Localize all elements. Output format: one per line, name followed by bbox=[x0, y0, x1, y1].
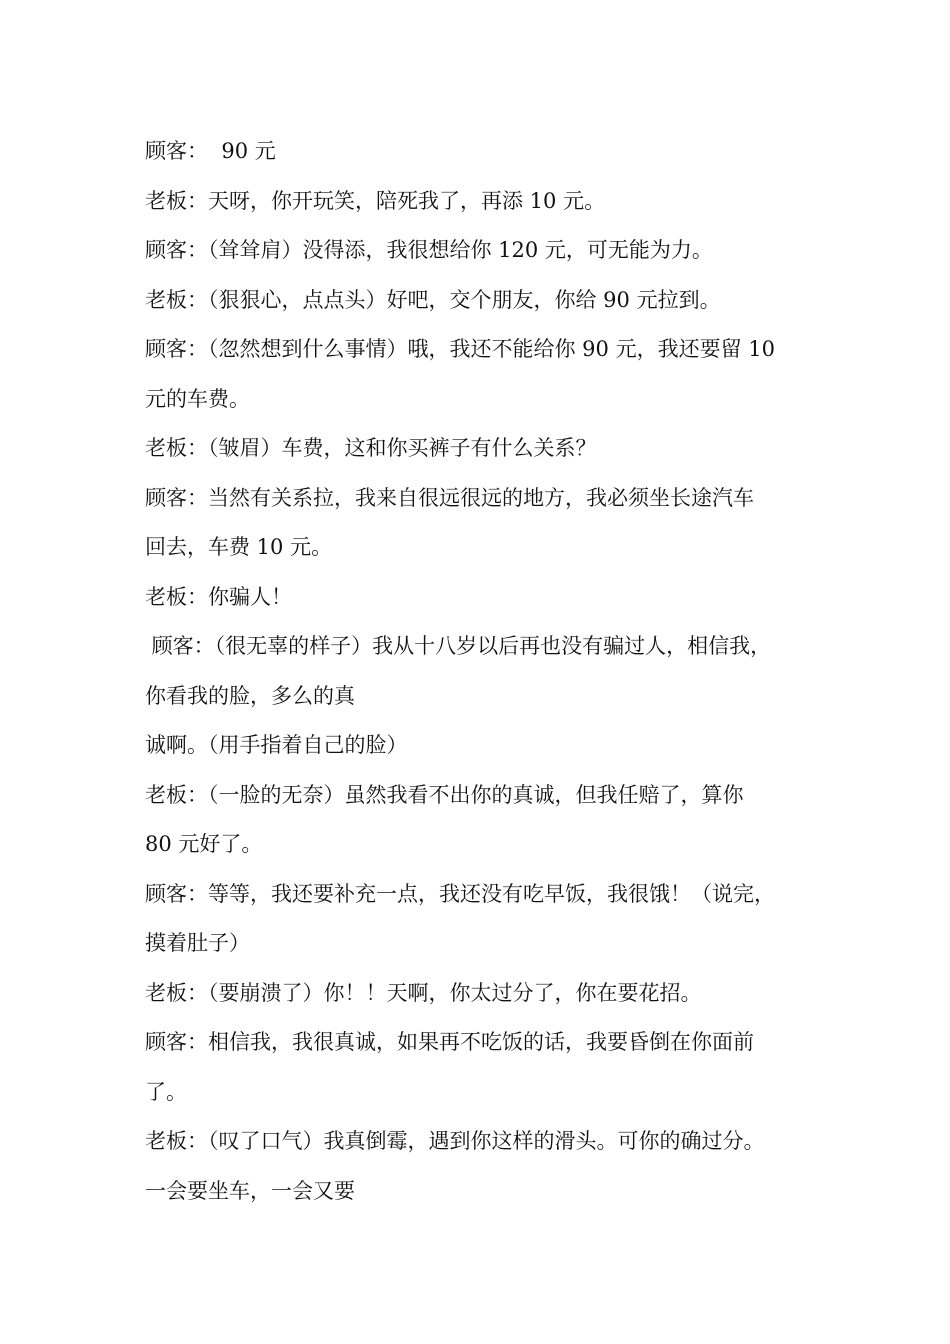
text-line-14: 老板：（一脸的无奈）虽然我看不出你的真诚，但我任赔了，算你 bbox=[145, 782, 744, 807]
text-line-22: 一会要坐车，一会又要 bbox=[145, 1178, 355, 1203]
text-line-20: 了。 bbox=[145, 1079, 187, 1104]
text-line-7: 老板：（皱眉）车费，这和你买裤子有什么关系？ bbox=[145, 436, 597, 460]
text-line-9: 回去，车费 10 元。 bbox=[145, 535, 333, 559]
text-line-16: 顾客：等等，我还要补充一点，我还没有吃早饭，我很饿！（说完， bbox=[145, 881, 775, 906]
text-line-17: 摸着肚子） bbox=[145, 931, 250, 955]
dialogue-text bbox=[145, 133, 835, 1222]
text-line-12: 你看我的脸，多么的真 bbox=[145, 683, 355, 708]
text-line-11: 顾客：（很无辜的样子）我从十八岁以后再也没有骗过人，相信我， bbox=[145, 634, 772, 658]
text-line-18: 老板：（要崩溃了）你！！天啊，你太过分了，你在要花招。 bbox=[145, 980, 702, 1005]
text-line-19: 顾客：相信我，我很真诚，如果再不吃饭的话，我要昏倒在你面前 bbox=[145, 1030, 754, 1054]
text-line-6: 元的车费。 bbox=[145, 386, 250, 411]
text-line-5: 顾客：（忽然想到什么事情）哦，我还不能给你 90 元，我还要留 10 bbox=[145, 337, 775, 361]
text-line-21: 老板：（叹了口气）我真倒霉，遇到你这样的滑头。可你的确过分。 bbox=[145, 1129, 765, 1153]
text-line-8: 顾客：当然有关系拉，我来自很远很远的地方，我必须坐长途汽车 bbox=[145, 485, 754, 510]
text-line-2: 老板：天呀，你开玩笑，陪死我了，再添 10 元。 bbox=[145, 188, 606, 213]
text-line-15: 80 元好了。 bbox=[145, 832, 263, 856]
text-line-1: 顾客： 90 元 bbox=[145, 139, 276, 163]
text-line-10: 老板：你骗人！ bbox=[145, 584, 292, 609]
text-line-13: 诚啊。（用手指着自己的脸） bbox=[145, 733, 408, 757]
text-line-4: 老板：（狠狠心，点点头）好吧，交个朋友，你给 90 元拉到。 bbox=[145, 287, 721, 312]
text-line-3: 顾客：（耸耸肩）没得添，我很想给你 120 元，可无能为力。 bbox=[145, 238, 713, 262]
